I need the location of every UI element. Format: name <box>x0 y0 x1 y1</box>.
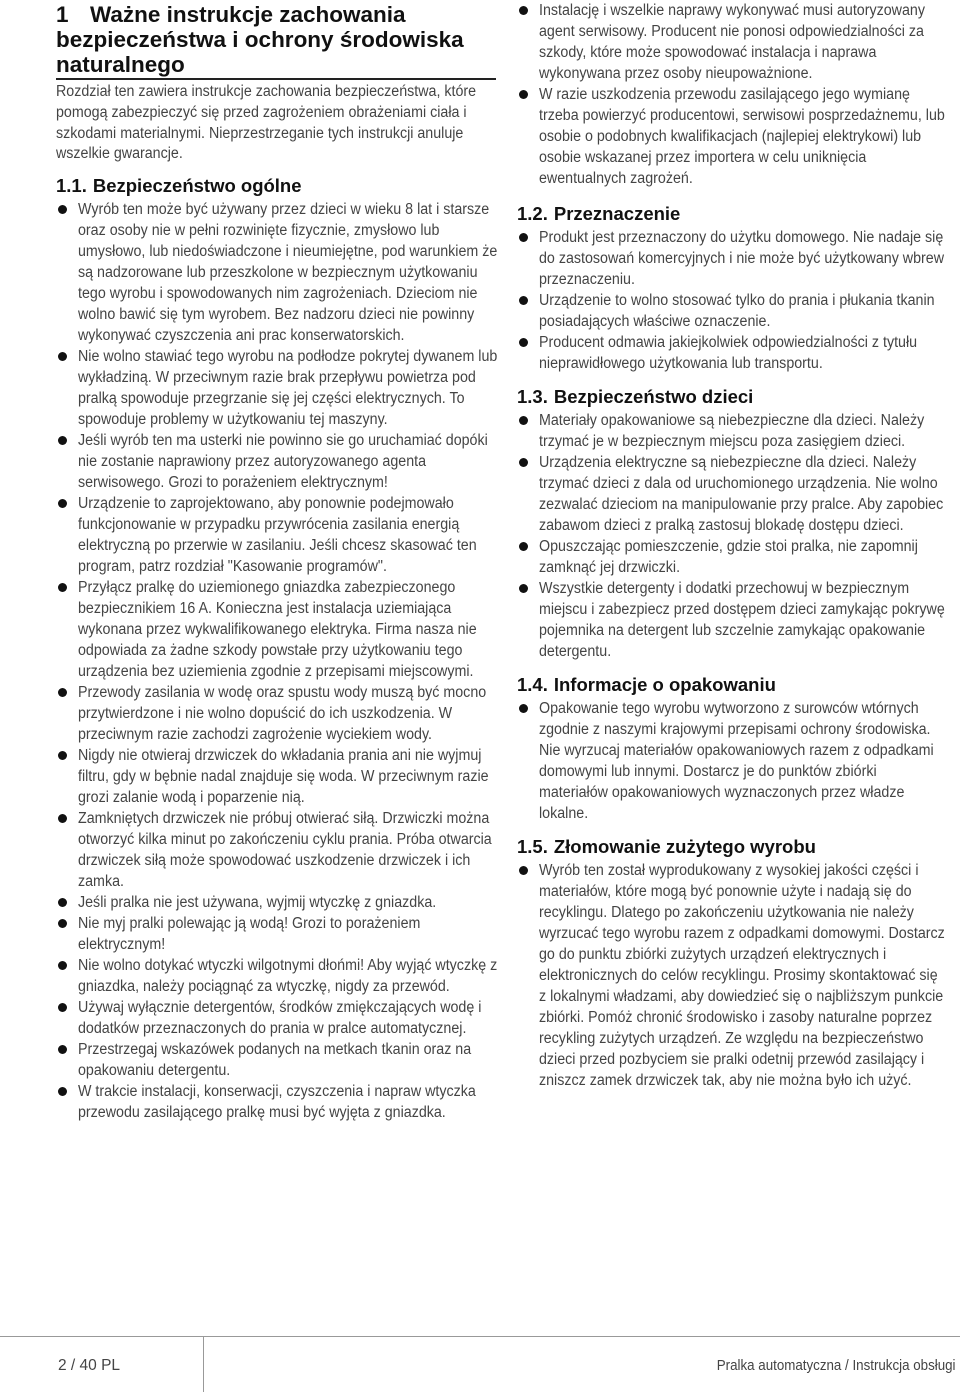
bullet-icon <box>519 338 528 347</box>
list-item <box>56 493 496 577</box>
section-number: 1.1. <box>56 175 87 197</box>
bullet-icon <box>519 542 528 551</box>
section-number: 1.3. <box>517 386 548 407</box>
bullet-icon <box>519 233 528 242</box>
list-item <box>517 698 947 824</box>
bullet-icon <box>58 688 67 697</box>
left-column <box>56 0 496 1135</box>
bullet-icon <box>58 814 67 823</box>
section-1-4-list <box>517 698 947 824</box>
list-item-text: Przestrzegaj wskazówek podanych na metkach tkanin oraz na opakowaniu detergentu. <box>78 1041 472 1080</box>
bullet-icon <box>58 898 67 907</box>
section-1-5-list <box>517 860 947 1091</box>
list-item-text: Jeśli wyrób ten ma usterki nie powinno sie go uruchamiać dopóki nie zostanie naprawiony przez autoryzowanego agenta serwisowego. Grozi to porażeniem elektrycznym! <box>78 432 488 492</box>
list-item-text: Producent odmawia jakiejkolwiek odpowiedzialności z tytułu nieprawidłowego użytkowania lub transportu. <box>539 334 918 372</box>
section-heading-1-5 <box>517 836 947 858</box>
bullet-icon <box>519 458 528 467</box>
list-item <box>56 913 496 955</box>
bullet-icon <box>519 866 528 875</box>
document-title: Pralka automatyczna / Instrukcja obsługi <box>717 1358 956 1374</box>
list-item-text: Instalację i wszelkie naprawy wykonywać musi autoryzowany agent serwisowy. Producent nie ponosi odpowiedzialności za szkody, które może spowodować instalacja i naprawa wykonywana przez osoby nieupoważnione. <box>539 2 925 82</box>
list-item <box>517 410 947 452</box>
section-1-3-list <box>517 410 947 662</box>
section-heading-1-1 <box>56 175 496 197</box>
bullet-icon <box>58 1087 67 1096</box>
footer-rule <box>0 1336 960 1337</box>
bullet-icon <box>519 296 528 305</box>
bullet-icon <box>519 416 528 425</box>
list-item-text: Opakowanie tego wyrobu wytworzono z surowców wtórnych zgodnie z naszymi krajowymi przepisami ochrony środowiska. Nie wyrzucaj materiałów opakowaniowych razem z odpadkami domowymi lub innymi. Dostarcz je do punktów zbiórki materiałów opakowaniowych wyznaczonych przez władze lokalne. <box>539 700 934 822</box>
list-item <box>517 0 947 84</box>
list-item <box>56 199 496 346</box>
section-title: Złomowanie zużytego wyrobu <box>553 836 816 857</box>
list-item <box>56 997 496 1039</box>
section-1-1-list-continued <box>517 0 947 189</box>
list-item-text: Urządzenie to zaprojektowano, aby ponownie podejmowało funkcjonowanie w przypadku przywrócenia zasilania energią elektryczną po przerwie w zasilaniu. Jeśli chcesz skasować ten program, patrz rozdział "Kasowanie programów". <box>78 495 477 576</box>
footer-divider <box>203 1336 204 1392</box>
bullet-icon <box>58 919 67 928</box>
bullet-icon <box>58 436 67 445</box>
list-item <box>56 745 496 808</box>
list-item-text: Przewody zasilania w wodę oraz spustu wody muszą być mocno przytwierdzone i nie wolno dopuścić do ich uszkodzenia. W przeciwnym razie zachodzi zagrożenie wyciekiem wody. <box>78 684 487 744</box>
section-title: Bezpieczeństwo ogólne <box>92 175 302 197</box>
bullet-icon <box>519 90 528 99</box>
section-number: 1.4. <box>517 674 548 695</box>
section-number: 1.2. <box>517 203 548 224</box>
bullet-icon <box>58 583 67 592</box>
chapter-number: 1 <box>56 2 69 27</box>
list-item-text: W razie uszkodzenia przewodu zasilającego jego wymianę trzeba powierzyć producentowi, serwisowi posprzedażnemu, lub osobie o podobnych kwalifikacjach (najlepiej elektrykowi) lub osobie wskazanej przez importera w celu uniknięcia ewentualnych zagrożeń. <box>539 86 945 187</box>
bullet-icon <box>58 499 67 508</box>
bullet-icon <box>58 751 67 760</box>
list-item <box>517 536 947 578</box>
section-heading-1-3 <box>517 386 947 408</box>
bullet-icon <box>58 205 67 214</box>
bullet-icon <box>58 961 67 970</box>
list-item <box>56 682 496 745</box>
section-1-2-list <box>517 227 947 374</box>
section-title: Informacje o opakowaniu <box>553 674 776 695</box>
list-item-text: W trakcie instalacji, konserwacji, czyszczenia i napraw wtyczka przewodu zasilającego pralkę musi być wyjęta z gniazdka. <box>78 1083 476 1122</box>
list-item-text: Nie wolno dotykać wtyczki wilgotnymi dłońmi! Aby wyjąć wtyczkę z gniazdka, należy pociągnąć za wtyczkę, nigdy za przewód. <box>78 957 498 996</box>
right-column <box>517 0 947 1103</box>
list-item-text: Używaj wyłącznie detergentów, środków zmiękczających wodę i dodatków przeznaczonych do prania w pralce automatycznej. <box>78 999 482 1038</box>
list-item-text: Materiały opakowaniowe są niebezpieczne dla dzieci. Należy trzymać je w bezpiecznym miejscu poza zasięgiem dzieci. <box>539 412 925 450</box>
list-item-text: Nigdy nie otwieraj drzwiczek do wkładania prania ani nie wyjmuj filtru, gdy w bębnie nadal znajduje się woda. W przeciwnym razie grozi zalanie wodą i poparzenie nią. <box>78 747 489 807</box>
bullet-icon <box>58 352 67 361</box>
list-item-text: Wszystkie detergenty i dodatki przechowuj w bezpiecznym miejscu i zabezpiecz przed dostępem dzieci zamykając pokrywę pojemnika na detergent lub szczelnie zamykając opakowanie detergentu. <box>539 580 945 660</box>
section-heading-1-2 <box>517 203 947 225</box>
list-item <box>56 346 496 430</box>
list-item-text: Wyrób ten może być używany przez dzieci w wieku 8 lat i starsze oraz osoby nie w pełni rozwinięte fizycznie, zmysłowo lub umysłowo, lub niedoświadczone i nieumiejętne, pod warunkiem że są nadzorowane lub przeszkolone w bezpiecznym użytkowaniu tego wyrobu i spowodowanych nim zagrożeniach. Dzieciom nie wolno bawić się tym wyrobem. Bez nadzoru dzieci nie powinny wykonywać czyszczenia ani prac konserwatorskich. <box>78 201 498 345</box>
list-item <box>56 1081 496 1123</box>
list-item <box>517 332 947 374</box>
list-item-text: Wyrób ten został wyprodukowany z wysokiej jakości części i materiałów, które mogą być ponownie użyte i nadają się do recyklingu. Dlatego po zakończeniu użytkowania nie należy wyrzucać tego wyrobu razem z odpadkami domowymi. Dostarcz go do punktu zbiórki zużytych urządzeń elektrycznych i elektronicznych do celów recyklingu. Prosimy skontaktować się z lokalnymi władzami, aby dowiedzieć się o najbliższym punkcie zbiórki. Pomóż chronić środowisko i zasoby naturalne poprzez recykling zużytych urządzeń. Ze względu na bezpieczeństwo dzieci przed pozbyciem sie pralki odetnij przewód zasilający i zniszcz zamek drzwiczek tak, aby nie można było ich użyć. <box>539 862 945 1089</box>
list-item-text: Jeśli pralka nie jest używana, wyjmij wtyczkę z gniazdka. <box>78 894 437 912</box>
section-title: Bezpieczeństwo dzieci <box>553 386 754 407</box>
bullet-icon <box>58 1003 67 1012</box>
section-number: 1.5. <box>517 836 548 857</box>
bullet-icon <box>519 704 528 713</box>
list-item-text: Nie wolno stawiać tego wyrobu na podłodze pokrytej dywanem lub wykładziną. W przeciwnym razie brak przepływu powietrza pod pralką spowoduje przegrzanie się jej części elektrycznych. To spowoduje problemy w użytkowaniu tej maszyny. <box>78 348 498 429</box>
list-item-text: Produkt jest przeznaczony do użytku domowego. Nie nadaje się do zastosowań komercyjnych i nie może być użytkowany wbrew przeznaczeniu. <box>539 229 945 288</box>
chapter-rule <box>56 78 496 80</box>
list-item <box>517 860 947 1091</box>
section-1-1-list <box>56 199 496 1123</box>
list-item <box>517 452 947 536</box>
list-item <box>56 808 496 892</box>
list-item-text: Przyłącz pralkę do uziemionego gniazdka zabezpieczonego bezpiecznikiem 16 A. Konieczna jest instalacja uziemiająca wykonana przez wykwalifikowanego elektryka. Firma nasza nie odpowiada za żadne szkody powstałe przy użytkowaniu tego urządzenia bez uziemienia zgodnie z przepisami miejscowymi. <box>78 579 477 681</box>
page-number: 2 / 40 PL <box>58 1357 121 1374</box>
list-item <box>56 892 496 913</box>
list-item-text: Zamkniętych drzwiczek nie próbuj otwierać siłą. Drzwiczki można otworzyć kilka minut po zakończeniu cyklu prania. Próba otwarcia drzwiczek siłą może spowodować uszkodzenie drzwiczek i ich zamka. <box>78 810 492 891</box>
list-item-text: Nie myj pralki polewając ją wodą! Grozi to porażeniem elektrycznym! <box>78 915 421 954</box>
list-item <box>517 227 947 290</box>
list-item-text: Urządzenia elektryczne są niebezpieczne dla dzieci. Należy trzymać dzieci z dala od uruchomionego urządzenia. Nie wolno zezwalać dzieciom na manipulowanie przy pralce. Aby zapobiec zabawom dzieci z pralką zastosuj blokadę dostępu dzieci. <box>539 454 944 534</box>
section-title: Przeznaczenie <box>553 203 681 224</box>
list-item <box>56 577 496 682</box>
list-item <box>56 955 496 997</box>
chapter-intro: Rozdział ten zawiera instrukcje zachowania bezpieczeństwa, które pomogą zabezpieczyć się przed zagrożeniem obrażeniami ciała i szkodami materialnymi. Nieprzestrzeganie tych instrukcji anuluje wszelkie gwarancje. <box>56 83 477 163</box>
list-item-text: Opuszczając pomieszczenie, gdzie stoi pralka, nie zapomnij zamknąć jej drzwiczki. <box>539 538 918 576</box>
list-item <box>56 430 496 493</box>
list-item <box>56 1039 496 1081</box>
section-heading-1-4 <box>517 674 947 696</box>
bullet-icon <box>58 1045 67 1054</box>
bullet-icon <box>519 584 528 593</box>
chapter-title <box>56 2 496 77</box>
list-item-text: Urządzenie to wolno stosować tylko do prania i płukania tkanin posiadających właściwe oznaczenie. <box>539 292 935 330</box>
chapter-title-text: Ważne instrukcje zachowania bezpieczeństwa i ochrony środowiska naturalnego <box>56 2 464 77</box>
list-item <box>517 290 947 332</box>
bullet-icon <box>519 6 528 15</box>
list-item <box>517 578 947 662</box>
list-item <box>517 84 947 189</box>
